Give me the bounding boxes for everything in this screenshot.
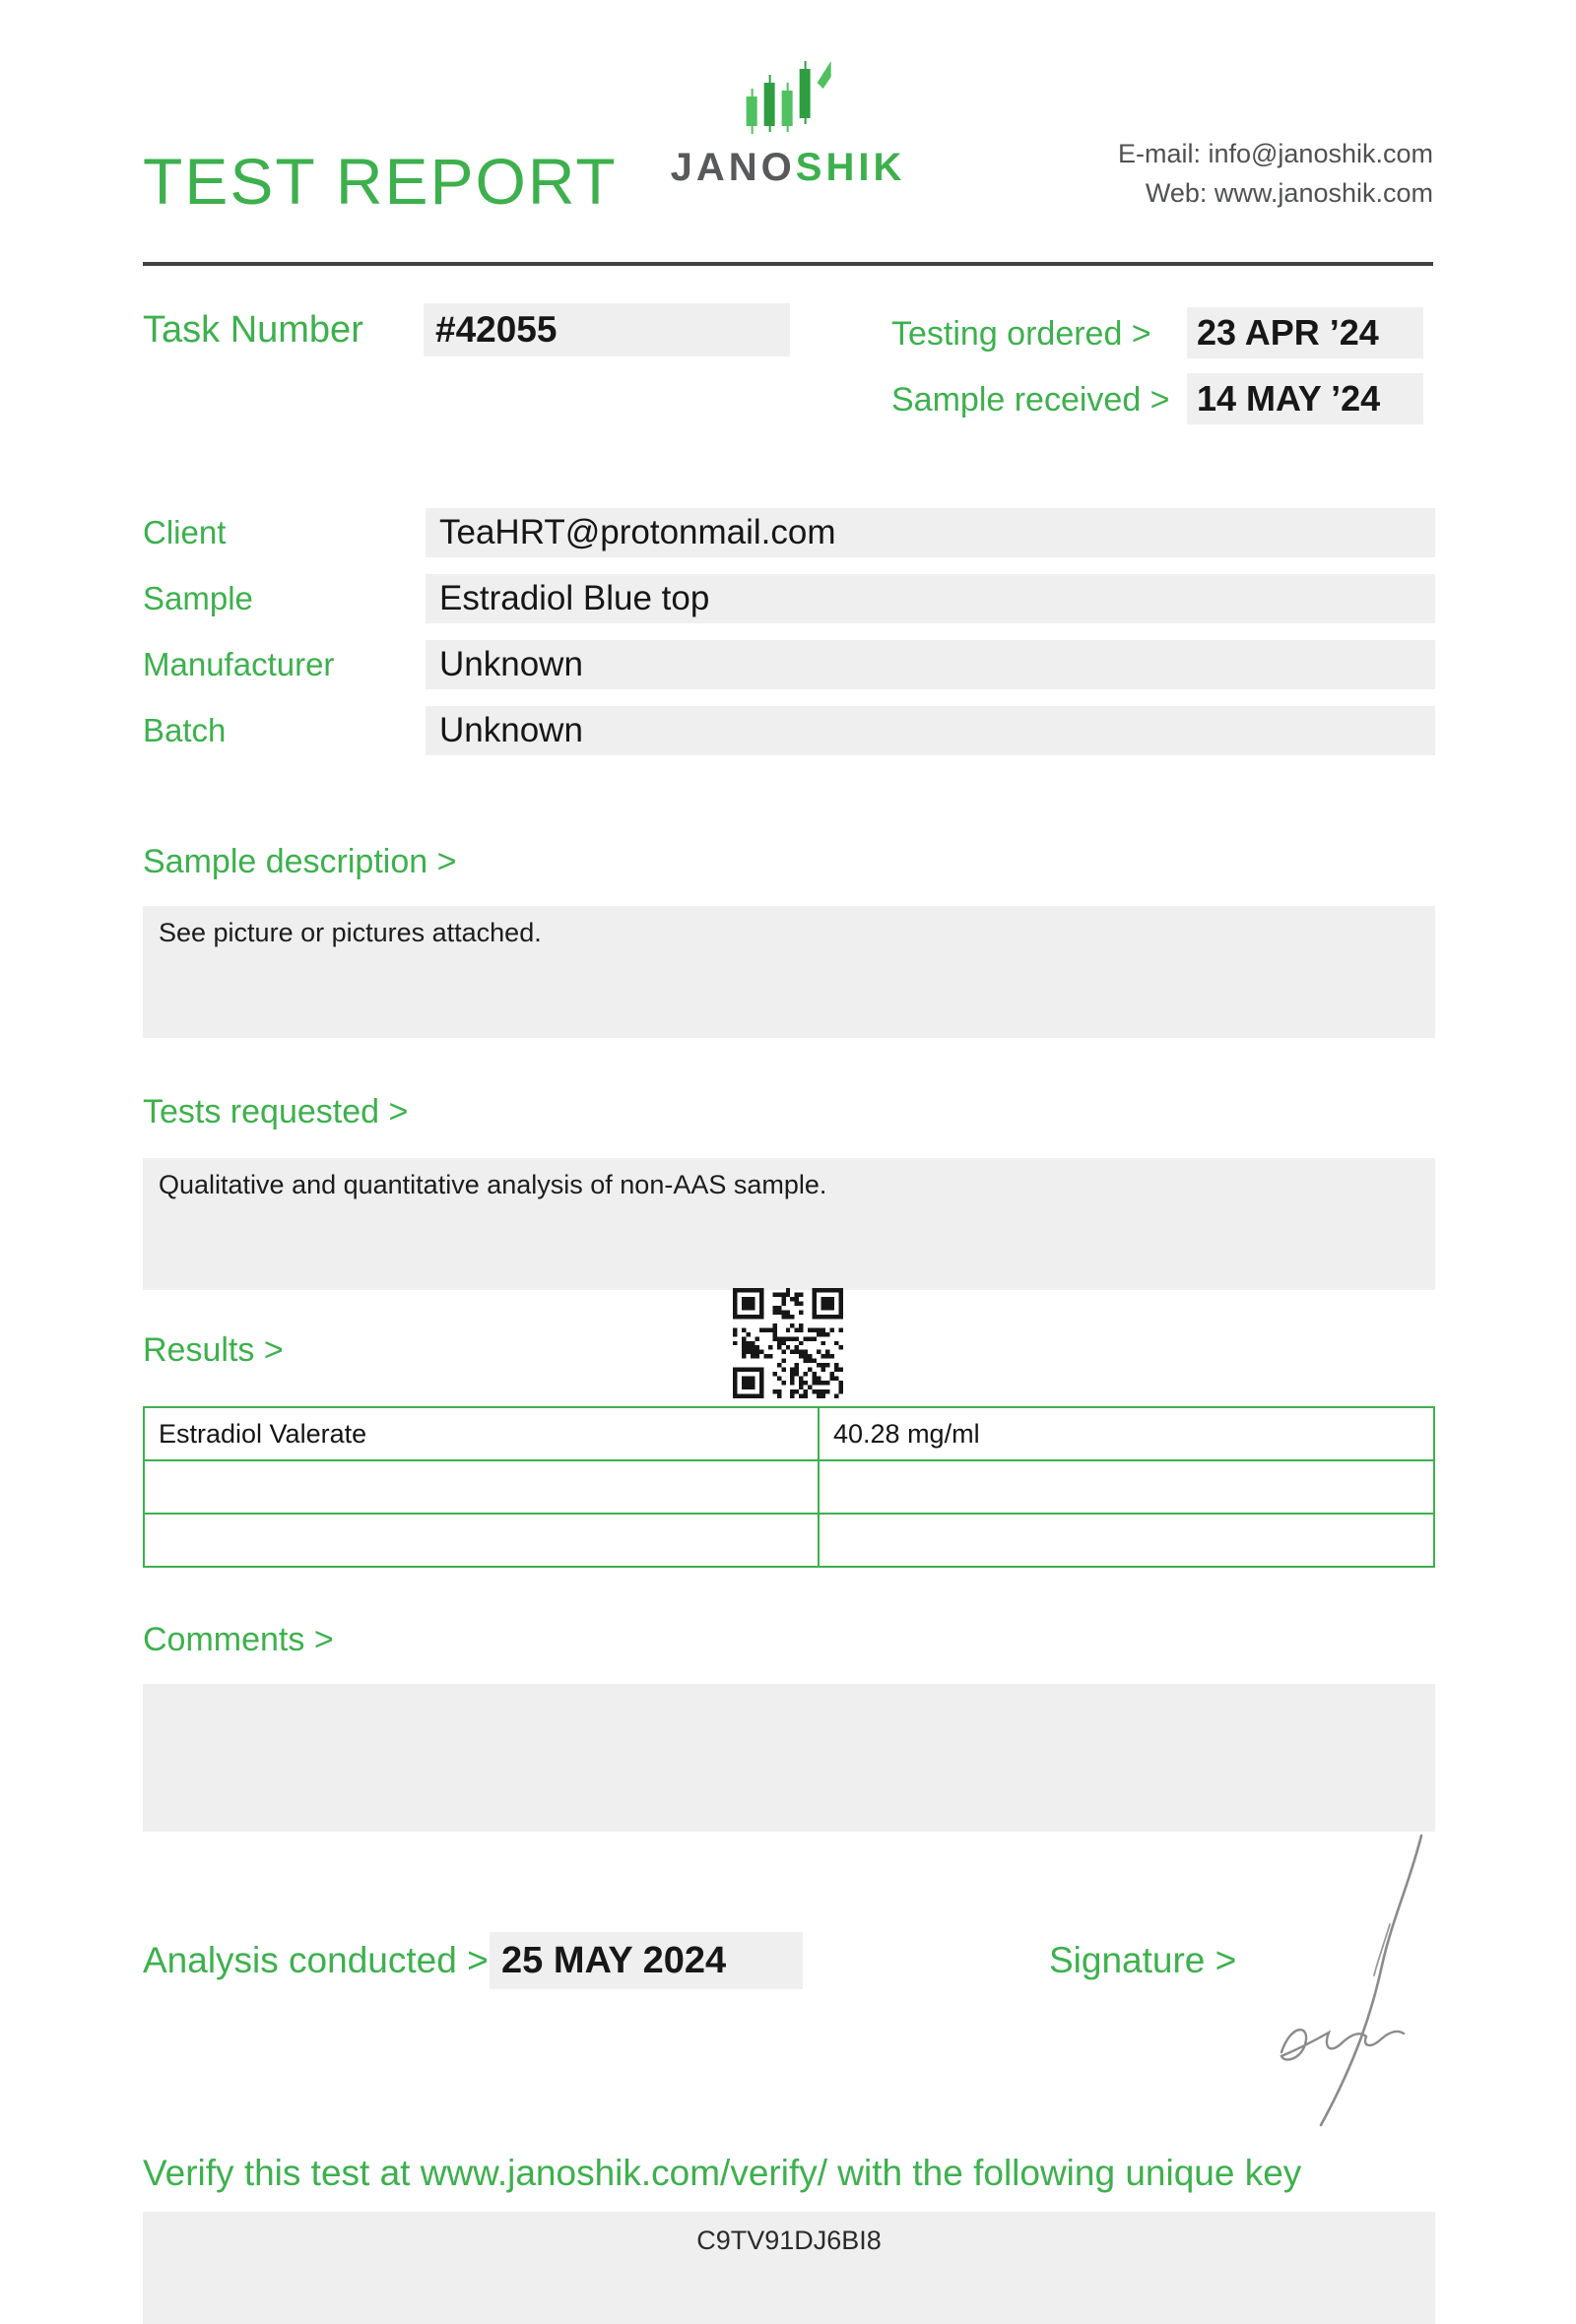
logo-wordmark [671, 146, 906, 190]
manufacturer-label: Manufacturer [143, 646, 335, 682]
testing-ordered-label: Testing ordered > [891, 315, 1151, 353]
field-row-manufacturer [143, 640, 1435, 689]
contact-web: Web: www.janoshik.com [1145, 178, 1433, 208]
sample-value: Estradiol Blue top [426, 574, 1435, 623]
sample-description-heading: Sample description > [143, 843, 457, 880]
results-heading: Results > [143, 1331, 284, 1369]
logo-wordmark-shik: SHIK [795, 146, 906, 189]
result-amount: 40.28 mg/ml [819, 1407, 1434, 1460]
comments-box [143, 1684, 1435, 1832]
field-row-sample [143, 574, 1435, 623]
task-number-label: Task Number [143, 309, 363, 351]
signature-label: Signature > [1049, 1940, 1237, 1980]
result-substance [144, 1514, 819, 1567]
manufacturer-value: Unknown [426, 640, 1435, 689]
logo-wordmark-jano: JANO [670, 146, 796, 189]
results-table [143, 1406, 1435, 1568]
page-title: TEST REPORT [143, 145, 618, 218]
verify-key-box [143, 2212, 1435, 2324]
qr-code [733, 1288, 843, 1398]
result-amount [819, 1514, 1434, 1567]
tests-requested-box: Qualitative and quantitative analysis of non-AAS sample. [143, 1158, 1435, 1290]
field-row-client [143, 508, 1435, 557]
task-number-value: #42055 [424, 303, 790, 356]
analysis-conducted-value: 25 MAY 2024 [490, 1932, 803, 1989]
sample-description-box: See picture or pictures attached. [143, 906, 1435, 1038]
sample-received-value: 14 MAY ’24 [1187, 373, 1423, 424]
contact-info [1118, 134, 1433, 213]
client-value: TeaHRT@protonmail.com [426, 508, 1435, 557]
sample-received-label: Sample received > [891, 381, 1170, 419]
verify-key: C9TV91DJ6BI8 [696, 2226, 882, 2255]
verify-instruction: Verify this test at www.janoshik.com/verify/ with the following unique key [143, 2153, 1302, 2193]
detail-fields [143, 508, 1435, 772]
table-row [144, 1460, 1434, 1514]
batch-label: Batch [143, 712, 227, 748]
table-row [144, 1407, 1434, 1460]
field-row-batch [143, 706, 1435, 755]
batch-value: Unknown [426, 706, 1435, 755]
sample-label: Sample [143, 580, 253, 616]
header-divider [143, 262, 1433, 266]
signature-image [1266, 1830, 1453, 2135]
comments-heading: Comments > [143, 1621, 334, 1658]
analysis-conducted-label: Analysis conducted > [143, 1940, 489, 1980]
table-row [144, 1514, 1434, 1567]
janoshik-logo [671, 57, 906, 190]
result-substance: Estradiol Valerate [144, 1407, 819, 1460]
result-amount [819, 1460, 1434, 1514]
testing-ordered-value: 23 APR ’24 [1187, 307, 1423, 358]
growth-bars-icon [737, 57, 839, 142]
result-substance [144, 1460, 819, 1514]
client-label: Client [143, 514, 227, 550]
contact-email: E-mail: info@janoshik.com [1117, 139, 1433, 168]
tests-requested-heading: Tests requested > [143, 1093, 409, 1130]
